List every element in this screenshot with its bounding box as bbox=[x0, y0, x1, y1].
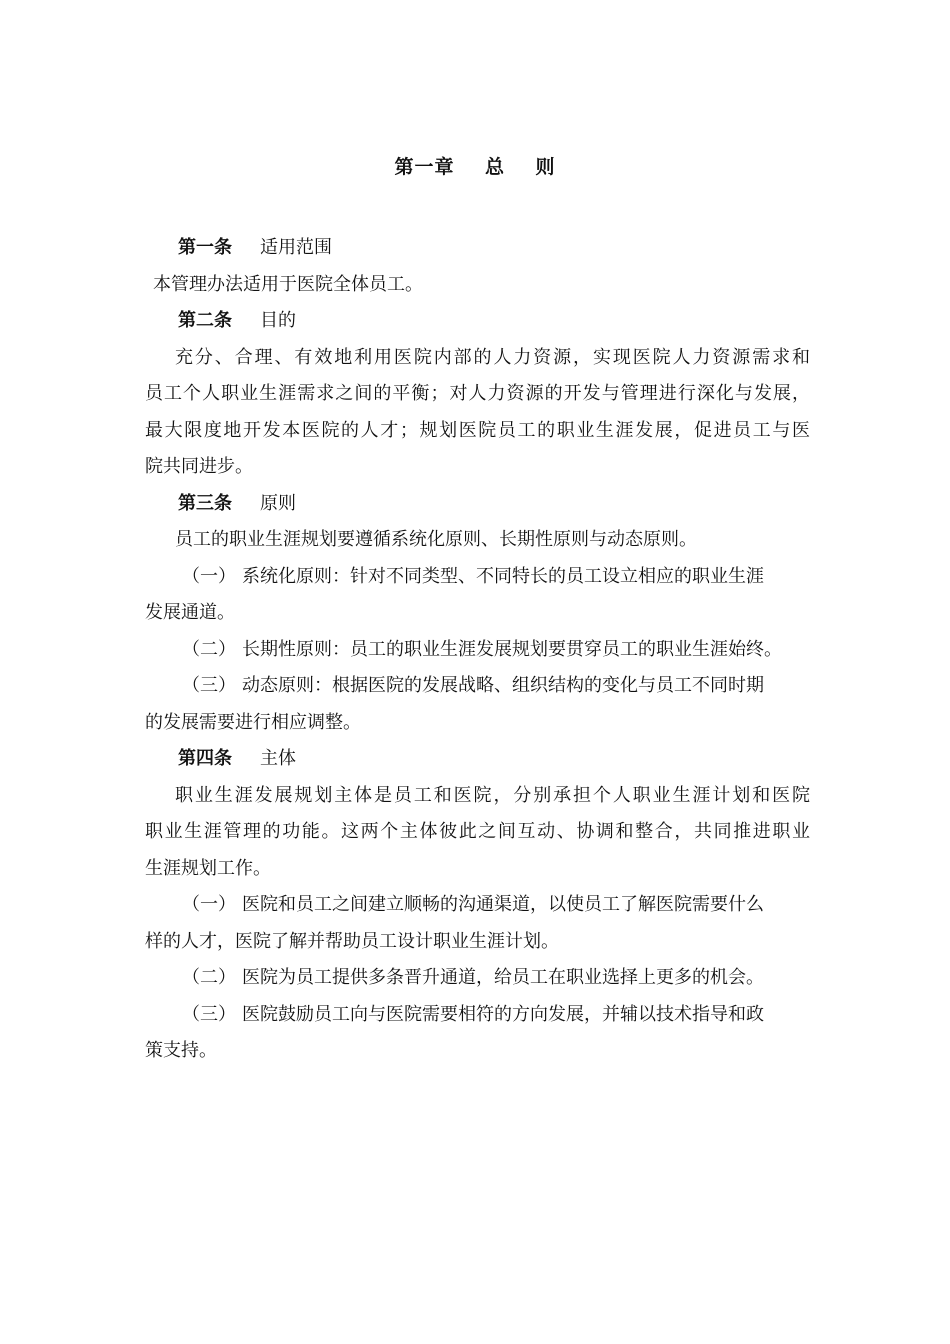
document-body bbox=[145, 230, 810, 1070]
list-item-text: 动态原则：根据医院的发展战略、组织结构的变化与员工不同时期 bbox=[242, 675, 764, 696]
list-marker: （三） bbox=[182, 1003, 236, 1025]
article-number: 第一条 bbox=[178, 237, 232, 258]
paragraph-line: 职业生涯发展规划主体是员工和医院，分别承担个人职业生涯计划和医院 bbox=[175, 784, 810, 806]
article-title: 目的 bbox=[260, 310, 296, 331]
list-item bbox=[145, 887, 810, 924]
article-number: 第三条 bbox=[178, 492, 232, 514]
list-item-text: 医院为员工提供多条晋升通道，给员工在职业选择上更多的机会。 bbox=[242, 967, 764, 988]
article-heading bbox=[145, 741, 810, 778]
list-marker: （一） bbox=[182, 565, 236, 587]
paragraph-line: 员工的职业生涯规划要遵循系统化原则、长期性原则与动态原则。 bbox=[175, 529, 697, 550]
list-marker: （二） bbox=[182, 638, 236, 660]
article-heading bbox=[145, 303, 810, 340]
article-heading bbox=[145, 230, 810, 267]
list-marker: （二） bbox=[182, 967, 236, 988]
list-item bbox=[145, 632, 810, 669]
list-marker: （一） bbox=[182, 894, 236, 915]
article-heading bbox=[145, 486, 810, 523]
article-title: 原则 bbox=[260, 492, 296, 514]
list-item bbox=[145, 668, 810, 705]
list-item bbox=[145, 997, 810, 1034]
article-title: 主体 bbox=[260, 748, 296, 769]
list-item bbox=[145, 559, 810, 596]
article-number: 第四条 bbox=[178, 748, 232, 769]
chapter-title-text: 第一章 总 则 bbox=[394, 156, 556, 178]
list-item-text: 系统化原则：针对不同类型、不同特长的员工设立相应的职业生涯 bbox=[242, 565, 764, 587]
list-item-continuation: 的发展需要进行相应调整。 bbox=[145, 711, 361, 733]
list-item bbox=[145, 960, 810, 997]
list-item-continuation: 策支持。 bbox=[145, 1040, 217, 1061]
paragraph-line: 充分、合理、有效地利用医院内部的人力资源，实现医院人力资源需求和 bbox=[175, 346, 810, 368]
list-marker: （三） bbox=[182, 675, 236, 696]
paragraph-line: 最大限度地开发本医院的人才；规划医院员工的职业生涯发展，促进员工与医 bbox=[145, 419, 810, 441]
paragraph-line: 职业生涯管理的功能。这两个主体彼此之间互动、协调和整合，共同推进职业 bbox=[145, 821, 810, 842]
article-number: 第二条 bbox=[178, 310, 232, 331]
list-item-text: 医院鼓励员工向与医院需要相符的方向发展，并辅以技术指导和政 bbox=[242, 1003, 764, 1025]
list-item-text: 长期性原则：员工的职业生涯发展规划要贯穿员工的职业生涯始终。 bbox=[242, 638, 782, 660]
paragraph-line: 员工个人职业生涯需求之间的平衡；对人力资源的开发与管理进行深化与发展， bbox=[145, 383, 810, 404]
article-title: 适用范围 bbox=[260, 237, 332, 258]
list-item-text: 医院和员工之间建立顺畅的沟通渠道，以使员工了解医院需要什么 bbox=[242, 894, 764, 915]
paragraph-line: 本管理办法适用于医院全体员工。 bbox=[153, 273, 423, 295]
paragraph-line: 院共同进步。 bbox=[145, 456, 253, 477]
paragraph-line: 生涯规划工作。 bbox=[145, 857, 271, 879]
list-item-continuation: 发展通道。 bbox=[145, 602, 235, 623]
list-item-continuation: 样的人才，医院了解并帮助员工设计职业生涯计划。 bbox=[145, 930, 559, 952]
chapter-title bbox=[0, 152, 950, 179]
